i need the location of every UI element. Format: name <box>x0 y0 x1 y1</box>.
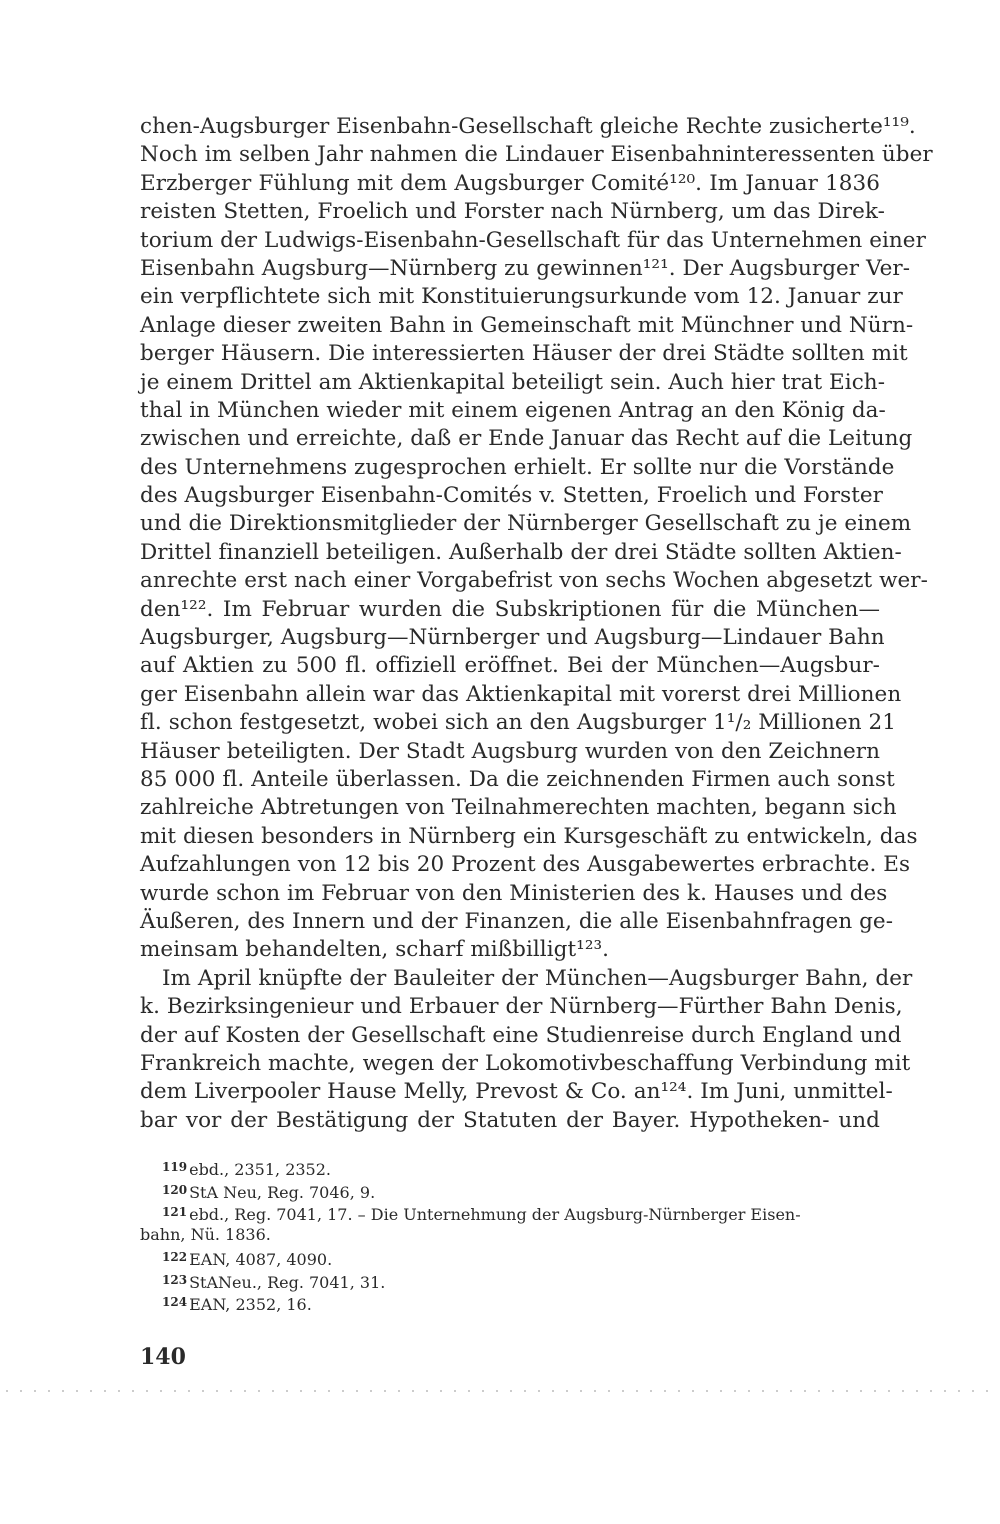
text-line: mit diesen besonders in Nürnberg ein Kursgeschäft zu entwickeln, das <box>140 823 918 849</box>
footnote-text: EAN, 4087, 4090. <box>189 1250 333 1269</box>
text-line: des Unternehmens zugesprochen erhielt. Er sollte nur die Vorstände <box>140 454 895 480</box>
text-line: Anlage dieser zweiten Bahn in Gemeinschaft mit Münchner und Nürn- <box>140 312 914 338</box>
text-line: bar vor der Bestätigung der Statuten der Bayer. Hypotheken- und <box>140 1107 880 1133</box>
footnote <box>140 1246 880 1269</box>
text-line: Eisenbahn Augsburg—Nürnberg zu gewinnen¹²¹. Der Augsburger Ver- <box>140 255 911 281</box>
footnote-text: EAN, 2352, 16. <box>189 1295 312 1314</box>
text-line: den¹²². Im Februar wurden die Subskriptionen für die München— <box>140 596 880 622</box>
text-line: Frankreich machte, wegen der Lokomotivbeschaffung Verbindung mit <box>140 1050 911 1076</box>
text-line: ger Eisenbahn allein war das Aktienkapital mit vorerst drei Millionen <box>140 681 902 707</box>
text-line: und die Direktionsmitglieder der Nürnberger Gesellschaft zu je einem <box>140 511 912 537</box>
footnote <box>140 1291 880 1314</box>
text-line: zwischen und erreichte, daß er Ende Januar das Recht auf die Leitung <box>140 426 913 452</box>
text-line: ein verpflichtete sich mit Konstituierungsurkunde vom 12. Januar zur <box>140 284 903 310</box>
text-line: wurde schon im Februar von den Ministerien des k. Hauses und des <box>140 880 888 906</box>
text-line: dem Liverpooler Hause Melly, Prevost & Co. an¹²⁴. Im Juni, unmittel- <box>140 1079 893 1105</box>
text-line: Im April knüpfte der Bauleiter der München—Augsburger Bahn, der <box>162 965 913 991</box>
text-line: zahlreiche Abtretungen von Teilnahmerechten machten, begann sich <box>140 795 897 821</box>
text-line: Drittel finanziell beteiligen. Außerhalb der drei Städte sollten Aktien- <box>140 539 902 565</box>
text-line: Erzberger Fühlung mit dem Augsburger Comité¹²⁰. Im Januar 1836 <box>140 170 880 196</box>
footnote-text: ebd., Reg. 7041, 17. – Die Unternehmung der Augsburg-Nürnberger Eisen- <box>189 1205 801 1224</box>
footnote-number: 121 <box>162 1205 188 1219</box>
footnote-number: 124 <box>162 1295 188 1309</box>
text-line: anrechte erst nach einer Vorgabefrist von sechs Wochen abgesetzt wer- <box>140 568 928 594</box>
footnote <box>140 1179 880 1202</box>
text-line: k. Bezirksingenieur und Erbauer der Nürnberg—Fürther Bahn Denis, <box>140 994 903 1020</box>
footnote-number: 119 <box>162 1160 188 1174</box>
footnotes <box>140 1156 880 1314</box>
text-line: Augsburger, Augsburg—Nürnberger und Augsburg—Lindauer Bahn <box>140 625 885 651</box>
text-line: des Augsburger Eisenbahn-Comités v. Stetten, Froelich und Forster <box>140 483 884 509</box>
scan-dot-line <box>0 1390 1000 1392</box>
footnote-number: 120 <box>162 1182 188 1197</box>
footnote-text: StA Neu, Reg. 7046, 9. <box>189 1182 376 1202</box>
footnote <box>140 1201 880 1224</box>
text-line: Aufzahlungen von 12 bis 20 Prozent des Ausgabewertes erbrachte. Es <box>140 852 911 878</box>
footnote-number: 123 <box>162 1272 188 1287</box>
body-text <box>140 113 933 1135</box>
footnote-number: 122 <box>162 1250 188 1264</box>
text-line: reisten Stetten, Froelich und Forster nach Nürnberg, um das Direk- <box>140 199 885 225</box>
footnote-text: StANeu., Reg. 7041, 31. <box>189 1272 386 1292</box>
text-line: Äußeren, des Innern und der Finanzen, die alle Eisenbahnfragen ge- <box>140 908 894 934</box>
text-line: Häuser beteiligten. Der Stadt Augsburg wurden von den Zeichnern <box>140 738 880 764</box>
footnote <box>140 1269 880 1292</box>
text-line: auf Aktien zu 500 fl. offiziell eröffnet. Bei der München—Augsbur- <box>140 653 880 679</box>
text-line: chen-Augsburger Eisenbahn-Gesellschaft gleiche Rechte zusicherte¹¹⁹. <box>140 114 916 139</box>
text-line: 85 000 fl. Anteile überlassen. Da die zeichnenden Firmen auch sonst <box>140 766 895 792</box>
text-line: der auf Kosten der Gesellschaft eine Studienreise durch England und <box>140 1022 902 1048</box>
text-line: meinsam behandelten, scharf mißbilligt¹²³. <box>140 937 610 963</box>
text-line: Noch im selben Jahr nahmen die Lindauer Eisenbahninteressenten über <box>140 142 933 168</box>
text-line: je einem Drittel am Aktienkapital beteiligt sein. Auch hier trat Eich- <box>140 369 886 395</box>
text-line: thal in München wieder mit einem eigenen Antrag an den König da- <box>140 397 886 423</box>
footnote <box>140 1156 880 1179</box>
text-line: berger Häusern. Die interessierten Häuser der drei Städte sollten mit <box>140 341 908 367</box>
text-line: torium der Ludwigs-Eisenbahn-Gesellschaft für das Unternehmen einer <box>140 227 926 253</box>
footnote-text: ebd., 2351, 2352. <box>189 1160 331 1179</box>
footnote-continuation: bahn, Nü. 1836. <box>140 1224 271 1244</box>
page-number: 140 <box>140 1344 186 1370</box>
text-line: fl. schon festgesetzt, wobei sich an den Augsburger 1¹/₂ Millionen 21 <box>140 710 896 736</box>
